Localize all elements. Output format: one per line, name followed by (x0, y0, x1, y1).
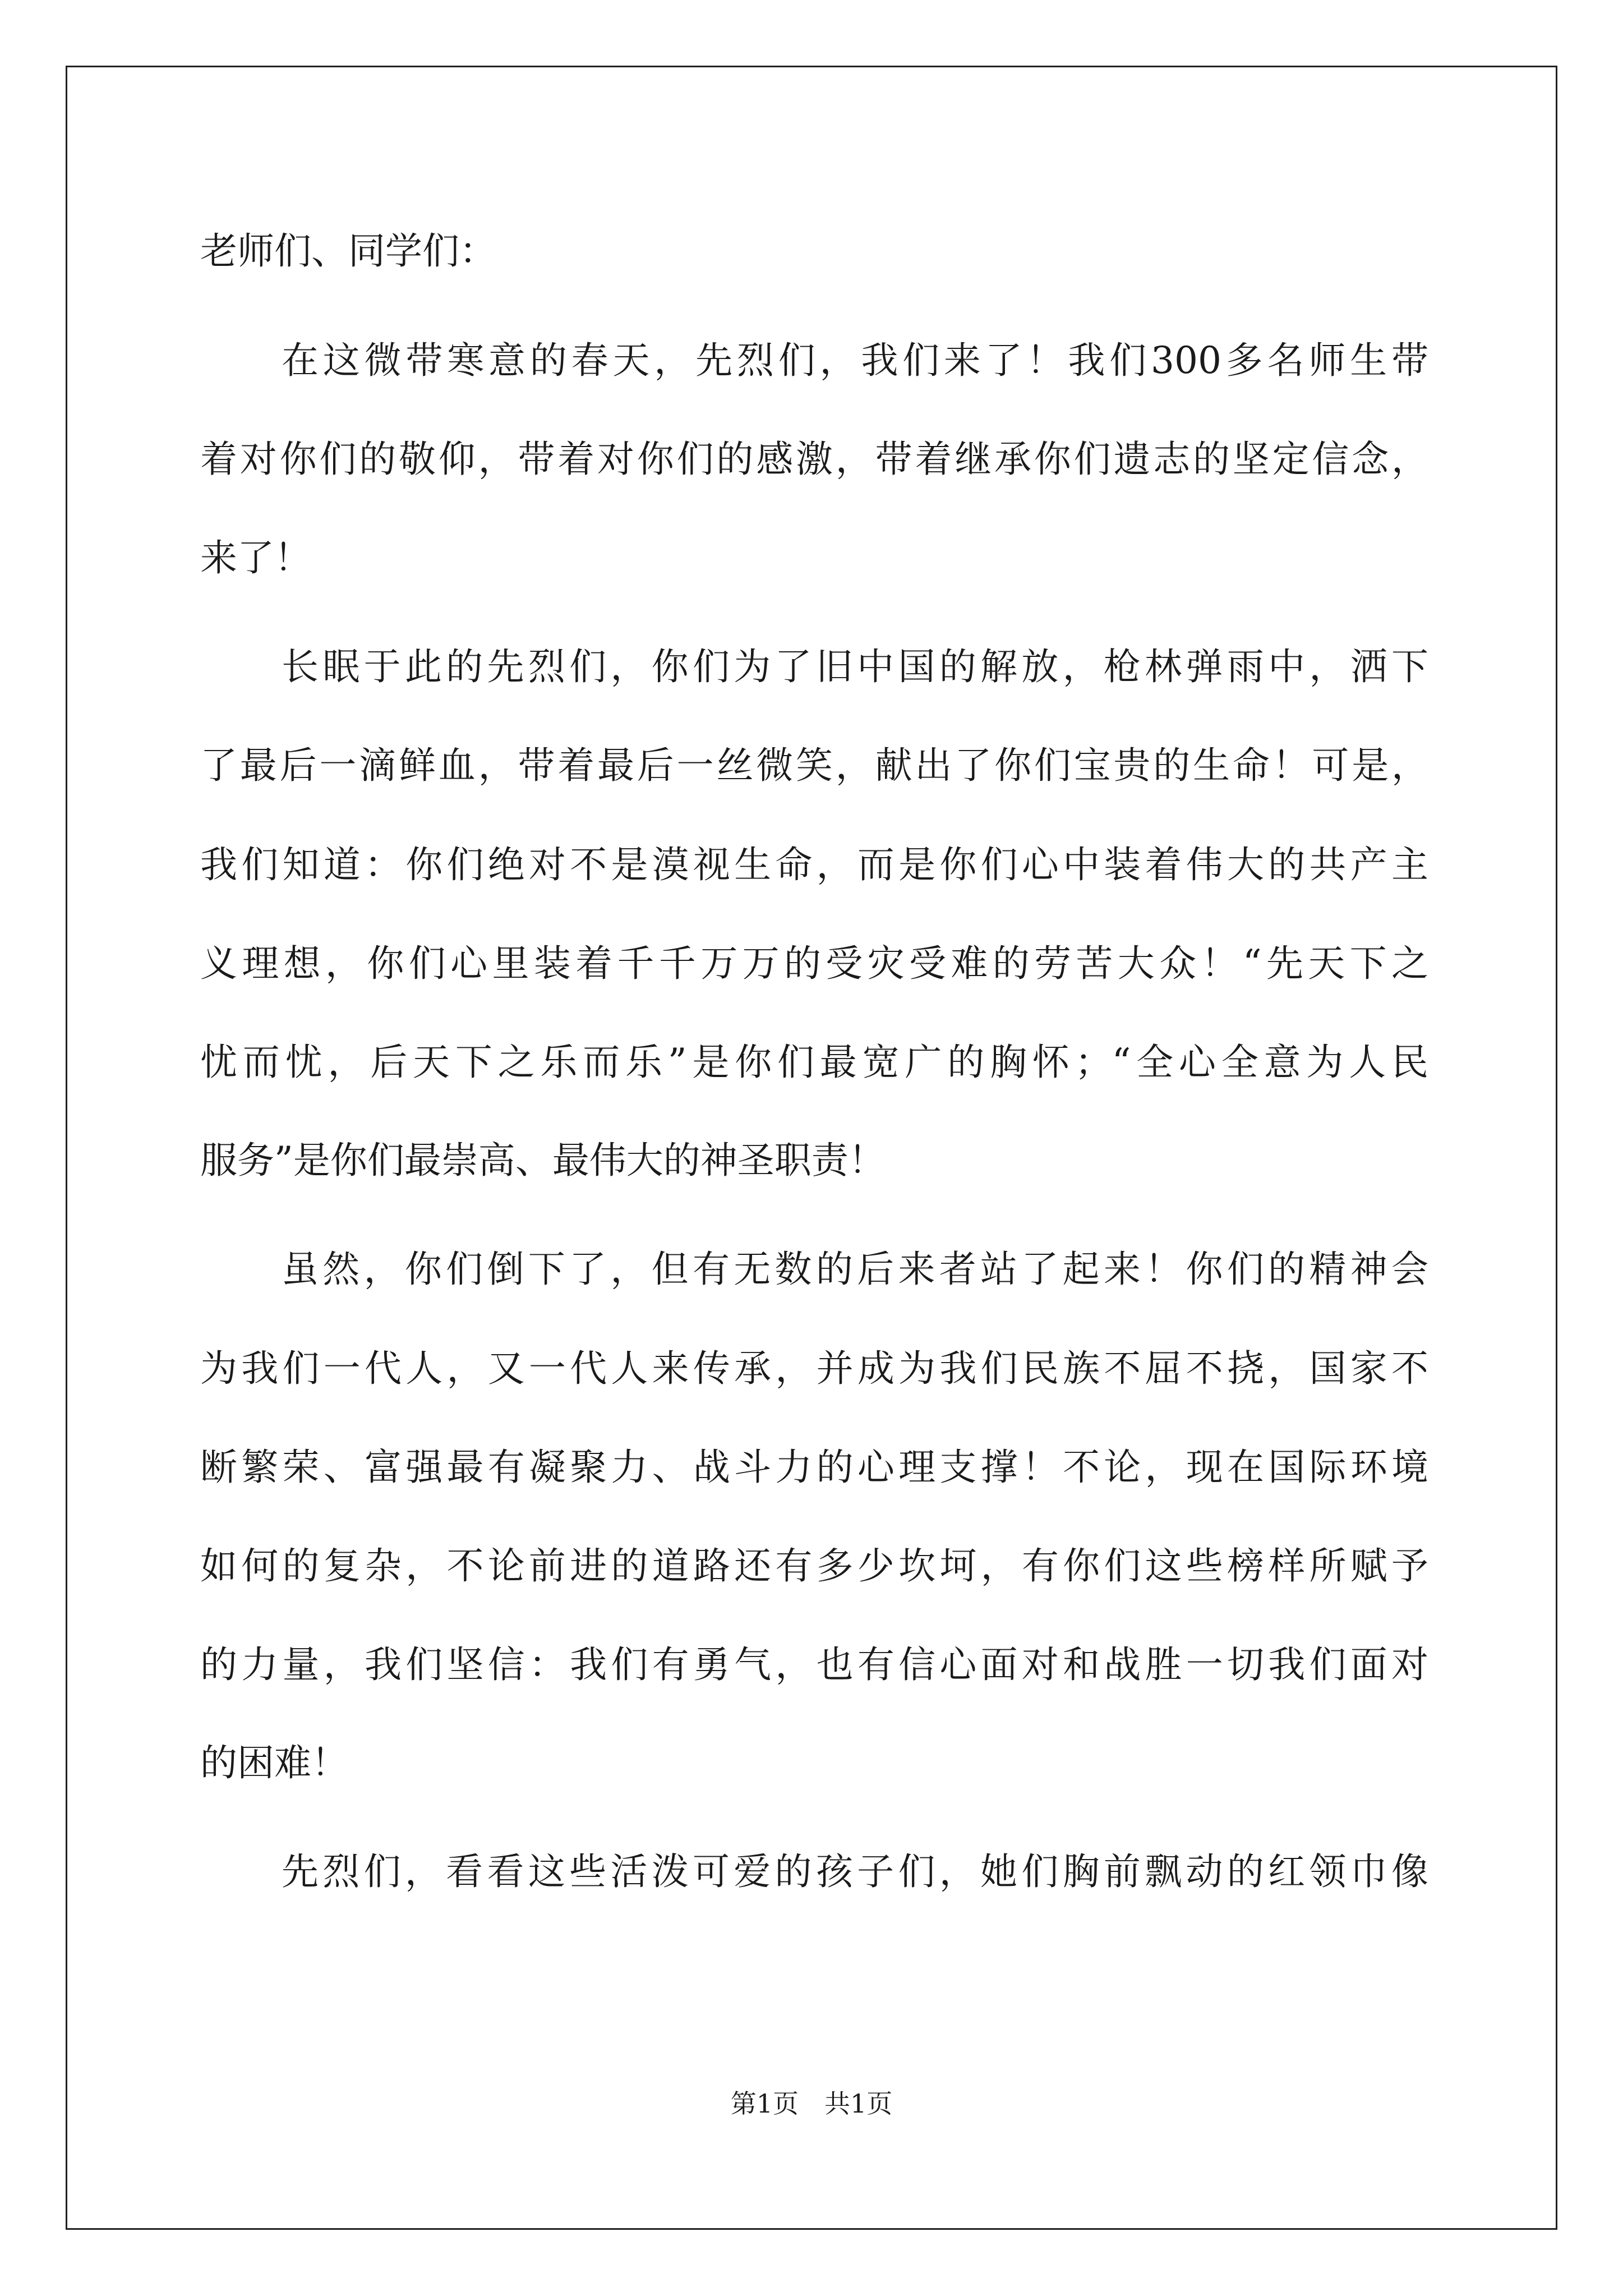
page-footer: 第1页 共1页 (730, 2088, 893, 2119)
paragraph-2-line-4: 义理想，你们心里装着千千万万的受灾受难的劳苦大众！“先天下之 (200, 942, 1428, 985)
paragraph-1-line-2: 着对你们的敬仰，带着对你们的感激，带着继承你们遗志的坚定信念， (200, 438, 1428, 481)
paragraph-3-line-6: 的困难！ (200, 1741, 348, 1784)
paragraph-2-line-3: 我们知道：你们绝对不是漠视生命，而是你们心中装着伟大的共产主 (200, 843, 1428, 886)
paragraph-3-line-2: 为我们一代人，又一代人来传承，并成为我们民族不屈不挠，国家不 (200, 1347, 1428, 1390)
paragraph-3-line-5: 的力量，我们坚信：我们有勇气，也有信心面对和战胜一切我们面对 (200, 1643, 1428, 1686)
paragraph-3-line-1: 虽然，你们倒下了，但有无数的后来者站了起来！你们的精神会 (282, 1248, 1428, 1291)
paragraph-4-line-1: 先烈们，看看这些活泼可爱的孩子们，她们胸前飘动的红领巾像 (282, 1850, 1428, 1893)
paragraph-2-line-6: 服务”是你们最崇高、最伟大的神圣职责！ (200, 1139, 886, 1182)
paragraph-3-line-4: 如何的复杂，不论前进的道路还有多少坎坷，有你们这些榜样所赋予 (200, 1544, 1428, 1588)
salutation-line: 老师们、同学们： (200, 229, 496, 273)
paragraph-1-line-3: 来了！ (200, 536, 311, 579)
paragraph-2-line-2: 了最后一滴鲜血，带着最后一丝微笑，献出了你们宝贵的生命！可是， (200, 744, 1428, 787)
paragraph-1-line-1: 在这微带寒意的春天，先烈们，我们来了！我们300多名师生带 (282, 339, 1428, 382)
paragraph-2-line-1: 长眠于此的先烈们，你们为了旧中国的解放，枪林弹雨中，洒下 (282, 645, 1428, 688)
paragraph-3-line-3: 断繁荣、富强最有凝聚力、战斗力的心理支撑！不论，现在国际环境 (200, 1446, 1428, 1489)
paragraph-2-line-5: 忧而忧，后天下之乐而乐”是你们最宽广的胸怀；“全心全意为人民 (200, 1041, 1428, 1084)
